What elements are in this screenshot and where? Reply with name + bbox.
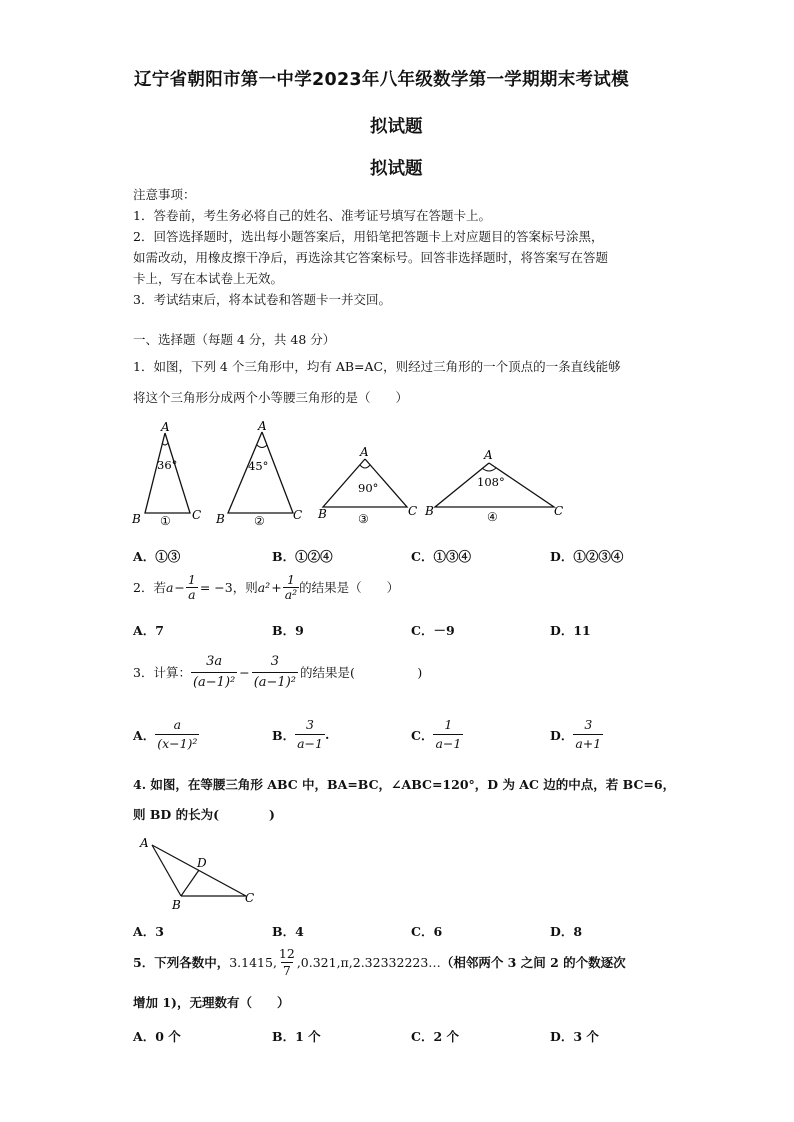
q2-a-squared: a² <box>257 579 271 595</box>
q3-option-a-num: a <box>173 717 182 732</box>
q3-option-c-label: C． <box>411 727 434 743</box>
q2-fraction <box>186 573 198 602</box>
q2-option-d[interactable]: D．11 <box>550 623 591 638</box>
label-a: A <box>140 836 149 850</box>
label-c: C <box>293 508 303 522</box>
q2-text <box>133 573 399 602</box>
number-3: ③ <box>358 512 369 526</box>
q4-option-d[interactable]: D．8 <box>550 924 583 939</box>
q3-option-a-label: A． <box>133 727 156 743</box>
q3-option-a-fraction <box>155 716 199 753</box>
q2-var-a: a <box>165 579 174 595</box>
triangle-1 <box>131 420 201 528</box>
angle-36: 36° <box>157 458 178 472</box>
q3-prefix: 3．计算： <box>133 664 191 680</box>
label-b: B <box>172 898 181 910</box>
q2-option-b[interactable]: B．9 <box>272 623 304 638</box>
q3-option-b-den: a−1 <box>297 736 323 751</box>
label-d: D <box>197 856 207 870</box>
angle-108: 108° <box>477 475 505 489</box>
q5-number-1: 3.1415, <box>229 954 277 970</box>
number-2: ② <box>254 514 265 528</box>
notice-item-2c: 卡上，写在本试卷上无效。 <box>133 271 284 286</box>
number-1: ① <box>160 514 171 528</box>
triangle-4 <box>424 448 563 524</box>
q2-option-c[interactable]: C．－9 <box>411 623 455 638</box>
q3-suffix: 的结果是( ) <box>300 664 423 680</box>
q3-option-d-den: a+1 <box>575 736 602 751</box>
q3-text <box>133 652 422 693</box>
q2-rhs: = −3 <box>199 579 233 595</box>
q5-option-a[interactable]: A．0 个 <box>133 1029 181 1044</box>
q3-option-d-label: D． <box>550 727 574 743</box>
notice-item-2b: 如需改动，用橡皮擦干净后，再选涂其它答案标号。回答非选择题时，将答案写在答题 <box>133 250 609 265</box>
q3-option-b-label: B． <box>272 727 296 743</box>
q5-prefix: 5．下列各数中， <box>133 954 230 970</box>
q3-frac2-den: (a−1)² <box>252 672 298 693</box>
exam-title-line2: 拟试题 <box>370 117 423 137</box>
q3-option-c[interactable] <box>411 716 463 753</box>
q2-fraction-2 <box>283 573 299 602</box>
notice-item-3: 3．考试结束后，将本试卷和答题卡一并交回。 <box>133 292 391 307</box>
q5-frac-num: 12 <box>278 946 295 961</box>
q2-minus: − <box>174 579 185 595</box>
q3-fraction-1 <box>191 652 237 693</box>
number-4: ④ <box>487 510 498 524</box>
q2-frac-den: a <box>188 587 196 602</box>
q1-text-line1: 1．如图，下列 4 个三角形中，均有 AB=AC，则经过三角形的一个顶点的一条直线能够 <box>133 359 621 374</box>
q3-fraction-2 <box>252 652 298 693</box>
q2-frac-num: 1 <box>187 572 196 587</box>
section-heading: 一、选择题（每题 4 分，共 48 分） <box>133 332 336 347</box>
q1-option-a[interactable]: A．①③ <box>133 549 181 564</box>
q3-option-c-num: 1 <box>444 717 453 732</box>
notice-item-2a: 2．回答选择题时，选出每小题答案后，用铅笔把答题卡上对应题目的答案标号涂黑， <box>133 229 604 244</box>
q3-option-b[interactable] <box>272 716 329 753</box>
q3-option-d-fraction <box>573 716 603 753</box>
q2-mid: ，则 <box>232 579 258 595</box>
triangle-3 <box>317 445 417 526</box>
label-b: B <box>132 512 141 526</box>
label-a: A <box>258 419 267 433</box>
label-a: A <box>484 448 493 462</box>
angle-45: 45° <box>248 459 269 473</box>
q2-option-a[interactable]: A．7 <box>133 623 164 638</box>
q3-option-c-fraction <box>433 716 463 753</box>
q1-option-d[interactable]: D．①②③④ <box>550 549 624 564</box>
label-c: C <box>245 891 255 905</box>
label-b: B <box>216 512 225 526</box>
q3-option-d[interactable] <box>550 716 603 753</box>
q5-text-line2: 增加 1)，无理数有（ ） <box>133 995 290 1010</box>
q2-plus: + <box>271 579 282 595</box>
q3-option-a[interactable] <box>133 716 199 753</box>
q3-frac2-num: 3 <box>270 654 279 669</box>
label-c: C <box>192 508 202 522</box>
q5-number-list: ,0.321,π,2.32332223… <box>296 954 441 970</box>
q5-frac-den: 7 <box>282 963 291 978</box>
label-b: B <box>318 507 327 521</box>
q5-fraction <box>277 946 297 979</box>
q4-text-line1: 4. 如图，在等腰三角形 ABC 中，BA=BC，∠ABC=120°，D 为 AC 边的中点，若 BC=6， <box>133 777 676 792</box>
q1-option-c[interactable]: C．①③④ <box>411 549 471 564</box>
q3-option-b-num: 3 <box>306 717 314 732</box>
label-c: C <box>554 504 564 518</box>
exam-title: 辽宁省朝阳市第一中学2023年八年级数学第一学期期末考试模 <box>134 70 629 90</box>
q1-text-line2: 将这个三角形分成两个小等腰三角形的是（ ） <box>133 390 409 405</box>
q3-frac1-den: (a−1)² <box>191 672 237 693</box>
label-c: C <box>408 504 418 518</box>
q3-option-b-fraction <box>295 716 325 753</box>
exam-title-line3: 拟试题 <box>370 159 423 179</box>
q1-figure <box>120 415 580 530</box>
q3-minus: − <box>239 664 250 680</box>
q5-option-c[interactable]: C．2 个 <box>411 1029 459 1044</box>
q3-frac1-num: 3a <box>206 654 223 669</box>
q2-frac2-den: a² <box>284 587 298 602</box>
q4-option-b[interactable]: B．4 <box>272 924 304 939</box>
notice-item-1: 1．答卷前，考生务必将自己的姓名、准考证号填写在答题卡上。 <box>133 208 491 223</box>
q5-option-d[interactable]: D．3 个 <box>550 1029 599 1044</box>
q2-prefix: 2．若 <box>133 579 166 595</box>
q4-option-c[interactable]: C．6 <box>411 924 443 939</box>
q4-option-a[interactable]: A．3 <box>133 924 164 939</box>
label-a: A <box>161 420 170 434</box>
q5-suffix: （相邻两个 3 之间 2 的个数逐次 <box>440 954 626 970</box>
q1-option-b[interactable]: B．①②④ <box>272 549 333 564</box>
q3-option-c-den: a−1 <box>435 736 462 751</box>
q4-text-line2: 则 BD 的长为( ) <box>133 807 275 822</box>
q4-figure <box>135 830 265 910</box>
q3-option-d-num: 3 <box>584 717 593 732</box>
q2-frac2-num: 1 <box>286 572 295 587</box>
q2-suffix: 的结果是（ ） <box>299 579 400 595</box>
notice-heading: 注意事项： <box>133 187 196 202</box>
label-a: A <box>360 445 369 459</box>
q5-option-b[interactable]: B．1 个 <box>272 1029 321 1044</box>
q5-text <box>133 946 626 979</box>
triangle-2 <box>215 419 302 528</box>
angle-90: 90° <box>358 481 379 495</box>
q3-option-a-den: (x−1)² <box>157 736 198 751</box>
q3-option-b-tail: . <box>324 727 330 742</box>
label-b: B <box>425 504 434 518</box>
